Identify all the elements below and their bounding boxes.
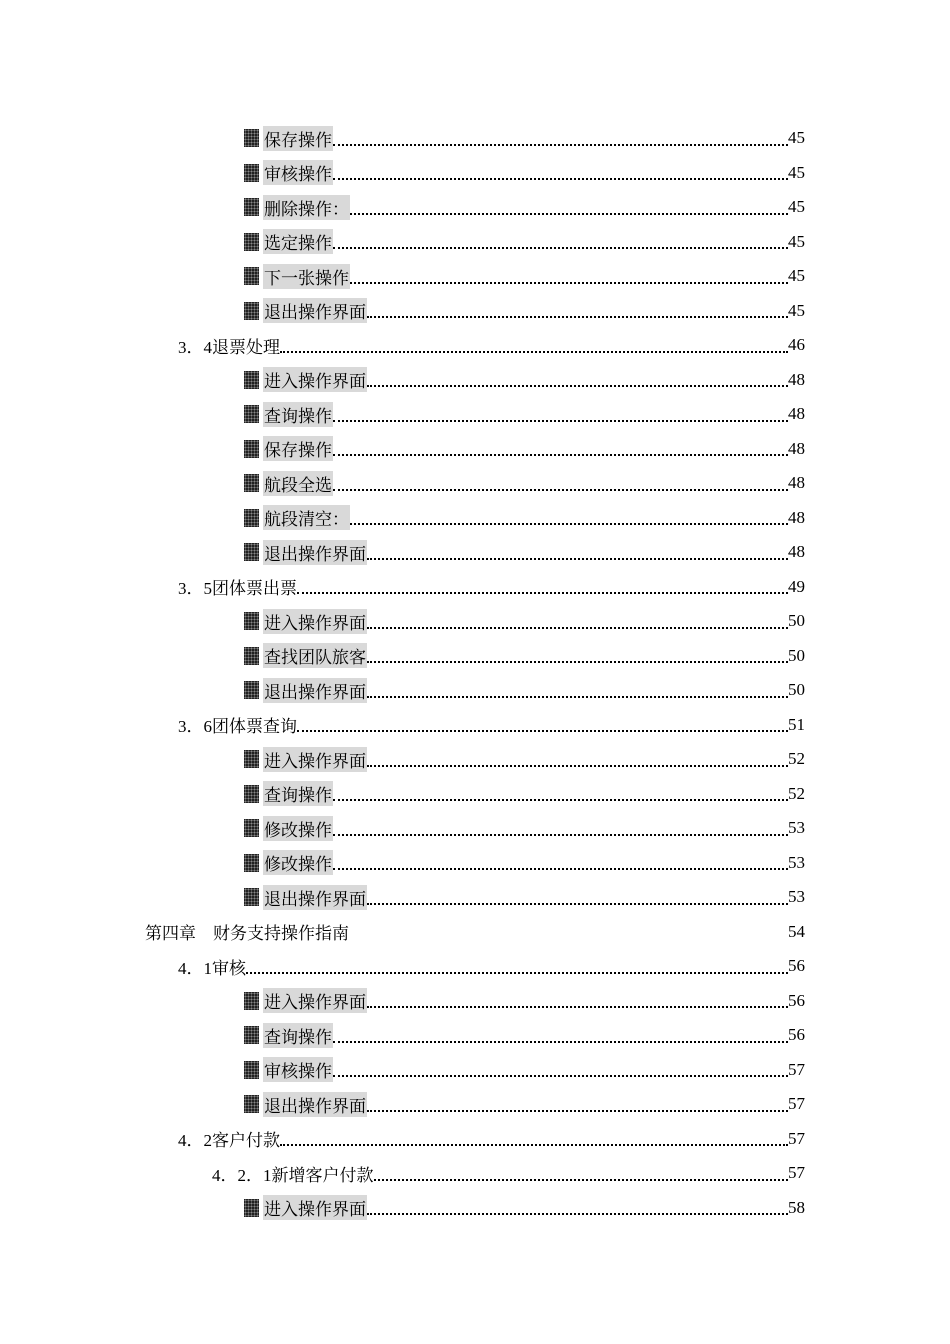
toc-entry-title: 进入操作界面: [263, 1195, 367, 1220]
dot-leader: [349, 915, 788, 950]
toc-entry-title: 查询操作: [263, 402, 333, 427]
toc-section-entry[interactable]: [0, 949, 805, 984]
toc-entry-label-group: [178, 333, 280, 358]
square-bullet-icon: [244, 750, 259, 768]
toc-entry-label-group: [244, 1195, 367, 1220]
square-bullet-icon: [244, 819, 259, 837]
table-of-contents: [0, 121, 950, 1225]
toc-entry-title: 退出操作界面: [263, 540, 367, 565]
toc-item-entry[interactable]: [0, 777, 805, 812]
dot-leader: [333, 777, 788, 812]
square-bullet-icon: [244, 509, 259, 527]
dot-leader: [333, 121, 788, 156]
toc-item-entry[interactable]: [0, 742, 805, 777]
toc-page-number: 45: [788, 197, 805, 217]
dot-leader: [367, 1191, 788, 1226]
toc-item-entry[interactable]: [0, 432, 805, 467]
toc-item-entry[interactable]: [0, 984, 805, 1019]
toc-page-number: 53: [788, 887, 805, 907]
toc-entry-title: 进入操作界面: [263, 747, 367, 772]
toc-entry-title: 修改操作: [263, 816, 333, 841]
toc-entry-label-group: [244, 1057, 333, 1082]
toc-section-number: 4．2: [178, 1131, 212, 1151]
dot-leader: [367, 742, 788, 777]
toc-section-number: 4．2．1: [212, 1165, 272, 1185]
toc-entry-title: 航段清空：: [263, 505, 350, 530]
toc-page-number: 50: [788, 680, 805, 700]
toc-item-entry[interactable]: [0, 397, 805, 432]
dot-leader: [333, 1018, 788, 1053]
toc-page-number: 45: [788, 128, 805, 148]
toc-entry-title: 退票处理: [212, 337, 280, 358]
toc-entry-title: 删除操作：: [263, 195, 350, 220]
toc-entry-title: 进入操作界面: [263, 367, 367, 392]
toc-entry-label-group: [244, 609, 367, 634]
toc-entry-title: 选定操作: [263, 229, 333, 254]
dot-leader: [246, 949, 788, 984]
toc-entry-label-group: [178, 712, 297, 737]
toc-entry-label-group: [244, 988, 367, 1013]
toc-page-number: 48: [788, 404, 805, 424]
toc-chapter-entry[interactable]: [0, 915, 805, 950]
dot-leader: [367, 363, 788, 398]
toc-page-number: 57: [788, 1163, 805, 1183]
toc-entry-title: 进入操作界面: [263, 609, 367, 634]
toc-entry-label-group: [178, 1126, 280, 1151]
square-bullet-icon: [244, 681, 259, 699]
square-bullet-icon: [244, 164, 259, 182]
dot-leader: [367, 984, 788, 1019]
toc-item-entry[interactable]: [0, 466, 805, 501]
square-bullet-icon: [244, 198, 259, 216]
toc-item-entry[interactable]: [0, 259, 805, 294]
toc-page-number: 54: [788, 921, 805, 941]
square-bullet-icon: [244, 543, 259, 561]
square-bullet-icon: [244, 440, 259, 458]
square-bullet-icon: [244, 612, 259, 630]
dot-leader: [333, 225, 788, 260]
toc-page-number: 57: [788, 1059, 805, 1079]
square-bullet-icon: [244, 129, 259, 147]
square-bullet-icon: [244, 302, 259, 320]
toc-entry-label-group: [244, 1092, 367, 1117]
toc-item-entry[interactable]: [0, 363, 805, 398]
toc-entry-label-group: [178, 574, 297, 599]
dot-leader: [297, 570, 788, 605]
toc-entry-title: 进入操作界面: [263, 988, 367, 1013]
toc-entry-title: 保存操作: [263, 436, 333, 461]
dot-leader: [374, 1156, 789, 1191]
dot-leader: [350, 501, 788, 536]
toc-section-entry[interactable]: [0, 1156, 805, 1191]
dot-leader: [367, 1087, 788, 1122]
square-bullet-icon: [244, 1095, 259, 1113]
toc-page-number: 50: [788, 645, 805, 665]
toc-item-entry[interactable]: [0, 121, 805, 156]
toc-page-number: 48: [788, 369, 805, 389]
toc-entry-label-group: [244, 126, 333, 151]
toc-entry-title: 航段全选: [263, 471, 333, 496]
square-bullet-icon: [244, 888, 259, 906]
toc-section-number: 3．4: [178, 337, 212, 357]
square-bullet-icon: [244, 371, 259, 389]
toc-entry-label-group: [244, 885, 367, 910]
toc-entry-title: 查找团队旅客: [263, 643, 367, 668]
toc-section-entry[interactable]: [0, 708, 805, 743]
toc-entry-title: 审核操作: [263, 160, 333, 185]
toc-entry-label-group: [244, 160, 333, 185]
toc-entry-label-group: [244, 678, 367, 703]
toc-entry-title: 客户付款: [212, 1131, 280, 1152]
toc-page-number: 46: [788, 335, 805, 355]
square-bullet-icon: [244, 992, 259, 1010]
square-bullet-icon: [244, 405, 259, 423]
toc-item-entry[interactable]: [0, 811, 805, 846]
toc-entry-label-group: [244, 367, 367, 392]
toc-page-number: 52: [788, 783, 805, 803]
toc-page-number: 57: [788, 1094, 805, 1114]
dot-leader: [280, 328, 788, 363]
toc-item-entry[interactable]: [0, 604, 805, 639]
toc-section-number: 3．6: [178, 717, 212, 737]
toc-entry-label-group: [244, 816, 333, 841]
toc-entry-label-group: [178, 954, 246, 979]
dot-leader: [367, 639, 788, 674]
toc-entry-title: 团体票出票: [212, 579, 297, 600]
toc-page-number: 56: [788, 956, 805, 976]
toc-item-entry[interactable]: [0, 1018, 805, 1053]
dot-leader: [367, 673, 788, 708]
dot-leader: [333, 1053, 788, 1088]
toc-entry-title: 审核操作: [263, 1057, 333, 1082]
toc-entry-title: 查询操作: [263, 1023, 333, 1048]
square-bullet-icon: [244, 1061, 259, 1079]
square-bullet-icon: [244, 854, 259, 872]
square-bullet-icon: [244, 785, 259, 803]
toc-page-number: 48: [788, 473, 805, 493]
dot-leader: [367, 535, 788, 570]
toc-entry-title: 保存操作: [263, 126, 333, 151]
toc-entry-label-group: [244, 1023, 333, 1048]
toc-page-number: 45: [788, 231, 805, 251]
dot-leader: [367, 880, 788, 915]
dot-leader: [367, 604, 788, 639]
toc-entry-title: 查询操作: [263, 781, 333, 806]
toc-item-entry[interactable]: [0, 190, 805, 225]
dot-leader: [350, 190, 788, 225]
dot-leader: [280, 1122, 788, 1157]
toc-entry-title: 退出操作界面: [263, 298, 367, 323]
toc-page-number: 48: [788, 542, 805, 562]
toc-page-number: 53: [788, 818, 805, 838]
toc-item-entry[interactable]: [0, 294, 805, 329]
toc-entry-title: 退出操作界面: [263, 885, 367, 910]
toc-entry-label-group: [244, 436, 333, 461]
toc-entry-label-group: [244, 850, 333, 875]
toc-entry-title: 团体票查询: [212, 717, 297, 738]
toc-entry-label-group: [244, 540, 367, 565]
toc-page-number: 56: [788, 990, 805, 1010]
toc-item-entry[interactable]: [0, 673, 805, 708]
dot-leader: [350, 259, 788, 294]
dot-leader: [333, 156, 788, 191]
toc-page-number: 50: [788, 611, 805, 631]
toc-entry-label-group: [244, 643, 367, 668]
toc-section-entry[interactable]: [0, 1122, 805, 1157]
toc-item-entry[interactable]: [0, 846, 805, 881]
toc-page-number: 45: [788, 266, 805, 286]
toc-entry-label-group: [244, 402, 333, 427]
toc-entry-label-group: [244, 195, 350, 220]
toc-section-entry[interactable]: [0, 570, 805, 605]
square-bullet-icon: [244, 474, 259, 492]
toc-page-number: 53: [788, 852, 805, 872]
dot-leader: [333, 397, 788, 432]
toc-section-number: 4．1: [178, 958, 212, 978]
dot-leader: [333, 846, 788, 881]
toc-item-entry[interactable]: [0, 1191, 805, 1226]
toc-page-number: 45: [788, 300, 805, 320]
toc-item-entry[interactable]: [0, 501, 805, 536]
toc-page-number: 48: [788, 438, 805, 458]
toc-entry-label-group: [244, 298, 367, 323]
toc-page-number: 45: [788, 162, 805, 182]
dot-leader: [367, 294, 788, 329]
toc-entry-title: 退出操作界面: [263, 678, 367, 703]
toc-entry-label-group: [244, 781, 333, 806]
toc-section-entry[interactable]: [0, 328, 805, 363]
square-bullet-icon: [244, 267, 259, 285]
toc-item-entry[interactable]: [0, 225, 805, 260]
dot-leader: [333, 811, 788, 846]
square-bullet-icon: [244, 233, 259, 251]
toc-entry-label-group: [212, 1161, 374, 1186]
toc-page-number: 57: [788, 1128, 805, 1148]
toc-page-number: 52: [788, 749, 805, 769]
square-bullet-icon: [244, 647, 259, 665]
toc-page-number: 49: [788, 576, 805, 596]
toc-entry-title: 审核: [212, 958, 246, 979]
toc-page-number: 56: [788, 1025, 805, 1045]
toc-entry-title: 修改操作: [263, 850, 333, 875]
toc-item-entry[interactable]: [0, 535, 805, 570]
dot-leader: [297, 708, 788, 743]
toc-entry-label-group: [244, 229, 333, 254]
toc-page-number: 48: [788, 507, 805, 527]
toc-item-entry[interactable]: [0, 880, 805, 915]
toc-item-entry[interactable]: [0, 1053, 805, 1088]
toc-item-entry[interactable]: [0, 156, 805, 191]
square-bullet-icon: [244, 1026, 259, 1044]
toc-entry-label-group: [244, 264, 350, 289]
square-bullet-icon: [244, 1199, 259, 1217]
toc-entry-title: 退出操作界面: [263, 1092, 367, 1117]
toc-entry-label-group: [244, 747, 367, 772]
toc-entry-label-group: [244, 471, 333, 496]
toc-entry-title: 第四章 财务支持操作指南: [145, 924, 349, 945]
toc-section-number: 3．5: [178, 579, 212, 599]
toc-page-number: 51: [788, 714, 805, 734]
dot-leader: [333, 432, 788, 467]
toc-entry-label-group: [244, 505, 350, 530]
toc-page-number: 58: [788, 1197, 805, 1217]
toc-entry-title: 新增客户付款: [271, 1165, 374, 1186]
toc-item-entry[interactable]: [0, 1087, 805, 1122]
toc-item-entry[interactable]: [0, 639, 805, 674]
dot-leader: [333, 466, 788, 501]
toc-entry-title: 下一张操作: [263, 264, 350, 289]
toc-entry-label-group: [145, 919, 349, 944]
